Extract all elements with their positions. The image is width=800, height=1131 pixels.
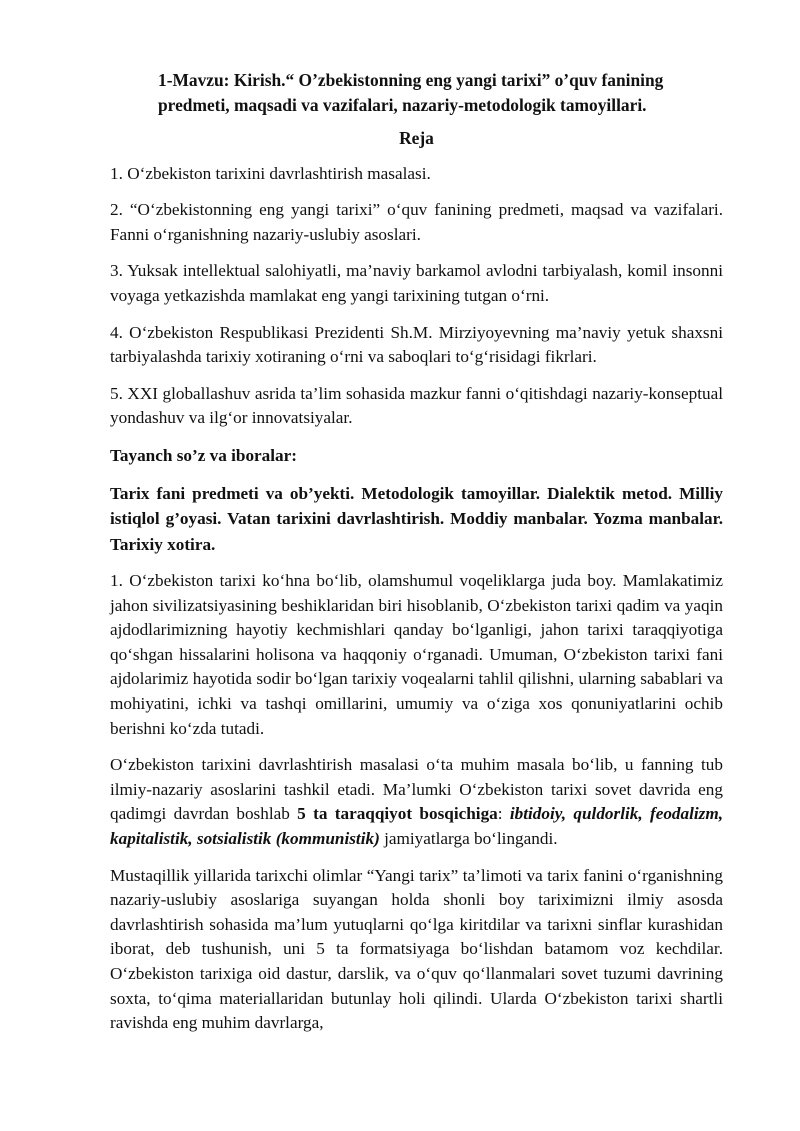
body-paragraph: 1. O‘zbekiston tarixi ko‘hna bo‘lib, olamshumul voqeliklarga juda boy. Mamlakatimiz jahon sivilizatsiyasining beshiklaridan biri hisoblanib, O‘zbekiston tarixi qadim va yaqin ajdodlarimizning hayotiy kechmishlari qanday bo‘lganligi, jahon tarixi taraqqiyotiga qo‘shgan hissalarini holisona va haqqoniy o‘rganadi. Umuman, O‘zbekiston tarixi fani ajdolarimiz hayotida sodir bo‘lgan tarixiy voqealarni tahlil qilishni, ularning sabablari va mohiyatini, ichki va tashqi omillarini, umumiy va o‘ziga xos qonuniyatlarini ochib berishni ko‘zda tutadi. — [110, 571, 723, 738]
plan-item: 4. O‘zbekiston Respublikasi Prezidenti Sh.M. Mirziyoyevning ma’naviy yetuk shaxsni tarbiyalashda tarixiy xotiraning o‘rni va saboqlari to‘g‘risidagi fikrlari. — [110, 322, 723, 367]
body-paragraph — [110, 753, 723, 851]
plan-item: 1. O‘zbekiston tarixini davrlashtirish masalasi. — [110, 163, 431, 183]
document-page — [110, 68, 723, 1036]
emphasis-stages: 5 ta taraqqiyot bosqichiga — [297, 804, 498, 824]
plan-item: 3. Yuksak intellektual salohiyatli, ma’naviy barkamol avlodni tarbiyalash, komil insonni voyaga yetkazishda mamlakat eng yangi tarixining tutgan o‘rni. — [110, 261, 723, 305]
keywords-text: Tarix fani predmeti va ob’yekti. Metodologik tamoyillar. Dialektik metod. Milliy istiqlol g’oyasi. Vatan tarixini davrlashtirish. Moddiy manbalar. Yozma manbalar. Tarixiy xotira. — [110, 483, 723, 554]
plan-item: 2. “O‘zbekistonning eng yangi tarixi” o‘quv fanining predmeti, maqsad va vazifalari. Fanni o‘rganishning nazariy-uslubiy asoslari. — [110, 200, 723, 244]
emphasis-communist: (kommunistik) — [275, 828, 380, 848]
paragraph-text: O‘zbekiston tarixini davrlashtirish masalasi o‘ta muhim masala bo‘lib, u fanning tub ilmiy-nazariy asoslarini tashkil etadi. Ma’lumki O‘zbekiston tarixi sovet davrida eng qadimgi davrdan boshlab — [110, 755, 723, 824]
body-paragraph: Mustaqillik yillarida tarixchi olimlar “Yangi tarix” ta’limoti va tarix fanini o‘rganishning nazariy-uslubiy asoslariga suyangan holda shonli boy tariximizni ilmiy asosda davrlashtirish sohasida ma’lum yutuqlarni qo‘lga kiritdilar va tarixni sinflar kurashidan iborat, deb tushunish, uni 5 ta formatsiyaga bo‘lishdan batamom voz kechdilar. O‘zbekiston tarixiga oid dastur, darslik, va o‘quv qo‘llanmalari sovet tuzumi davrining soxta, to‘qima materiallaridan butunlay holi qilindi. Ularda O‘zbekiston tarixi shartli ravishda eng muhim davrlarga, — [110, 865, 723, 1033]
plan-heading: Reja — [399, 128, 434, 148]
keywords-heading: Tayanch so’z va iboralar: — [110, 445, 297, 465]
paragraph-text: jamiyatlarga bo‘lingandi. — [379, 828, 558, 848]
paragraph-colon: : — [497, 804, 510, 824]
plan-item: 5. XXI globallashuv asrida ta’lim sohasida mazkur fanni o‘qitishdagi nazariy-konseptual yondashuv va ilg‘or innovatsiyalar. — [110, 383, 723, 428]
page-title: 1-Mavzu: Kirish.“ O’zbekistonning eng yangi tarixi” o’quv fanining predmeti, maqsadi va vazifalari, nazariy-metodologik tamoyillari. — [158, 70, 664, 115]
emphasis-stage-list: ibtidoiy, quldorlik, feodalizm, kapitalistik, sotsialistik — [110, 804, 724, 848]
plan-list — [110, 162, 723, 431]
